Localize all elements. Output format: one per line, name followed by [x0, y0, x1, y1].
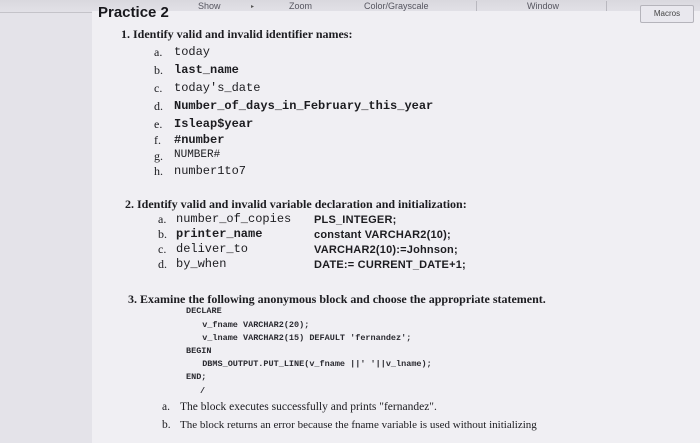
- q2-declaration: DATE:= CURRENT_DATE+1;: [314, 259, 466, 271]
- code-line: v_fname VARCHAR2(20);: [192, 320, 310, 330]
- ribbon-zoom[interactable]: Zoom: [289, 1, 313, 11]
- code-line: END;: [186, 372, 207, 382]
- page-title: Practice 2: [98, 4, 169, 21]
- q2-declaration: PLS_INTEGER;: [314, 214, 397, 226]
- question-2: 2. Identify valid and invalid variable declaration and initialization:: [125, 197, 467, 211]
- q3-answer: The block executes successfully and prints "fernandez".: [180, 401, 437, 413]
- macros-button[interactable]: Macros: [640, 5, 694, 23]
- q3-answer-label: a.: [162, 401, 170, 413]
- ribbon-color-grayscale[interactable]: Color/Grayscale: [364, 1, 429, 11]
- ribbon-show[interactable]: Show: [198, 1, 221, 11]
- q1-label: f.: [154, 133, 161, 147]
- question-3: 3. Examine the following anonymous block and choose the appropriate statement.: [128, 292, 546, 306]
- q2-variable: by_when: [176, 257, 227, 271]
- q2-variable: printer_name: [176, 227, 263, 241]
- q1-identifier: NUMBER#: [174, 149, 221, 161]
- q1-identifier: today's_date: [174, 81, 261, 95]
- ribbon-window[interactable]: Window: [527, 1, 560, 11]
- q1-identifier: today: [174, 45, 211, 59]
- q1-label: h.: [154, 164, 163, 178]
- q2-label: c.: [158, 242, 167, 256]
- code-line: DECLARE: [186, 306, 222, 316]
- code-line: DBMS_OUTPUT.PUT_LINE(v_fname ||' '||v_lname);: [192, 359, 432, 369]
- q2-label: a.: [158, 212, 167, 226]
- q2-label: b.: [158, 227, 167, 241]
- pointer-icon[interactable]: ▸: [251, 4, 255, 10]
- q2-label: d.: [158, 257, 167, 271]
- q1-identifier: #number: [174, 133, 225, 147]
- q1-label: b.: [154, 63, 163, 77]
- q2-variable: number_of_copies: [176, 212, 292, 226]
- q1-label: a.: [154, 45, 163, 59]
- code-line: v_lname VARCHAR2(15) DEFAULT 'fernandez';: [192, 333, 412, 343]
- q3-answer: The block returns an error because the fname variable is used without initializing: [180, 419, 537, 431]
- q3-answer-label: b.: [162, 419, 171, 431]
- q2-declaration: constant VARCHAR2(10);: [314, 229, 451, 241]
- q1-identifier: last_name: [174, 63, 239, 77]
- q1-label: c.: [154, 81, 163, 95]
- q1-label: g.: [154, 149, 163, 163]
- code-line: /: [200, 386, 206, 396]
- q1-identifier: number1to7: [174, 164, 247, 178]
- q2-variable: deliver_to: [176, 242, 249, 256]
- q1-identifier: Number_of_days_in_February_this_year: [174, 99, 434, 113]
- question-1: 1. Identify valid and invalid identifier names:: [121, 27, 353, 41]
- q2-declaration: VARCHAR2(10):=Johnson;: [314, 244, 458, 256]
- q1-label: d.: [154, 99, 163, 113]
- q1-label: e.: [154, 117, 163, 131]
- q1-identifier: Isleap$year: [174, 117, 254, 131]
- code-line: BEGIN: [186, 346, 212, 356]
